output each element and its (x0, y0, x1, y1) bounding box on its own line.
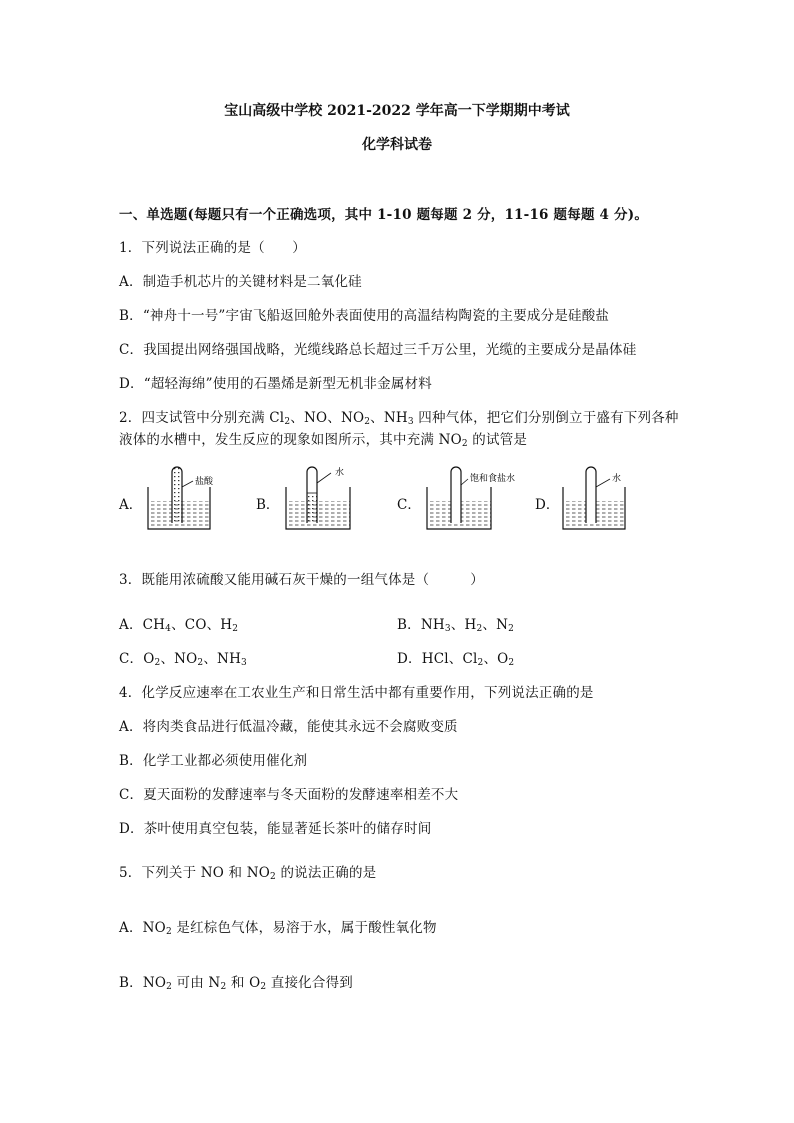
q3-option-c: C．$O_2$、$NO_2$、$NH_3$ (119, 651, 247, 668)
q2-stem-line2: 液体的水槽中，发生反应的现象如图所示，其中充满 $NO_2$ 的试管是 (119, 432, 528, 449)
q3-option-b: B．$NH_3$、$H_2$、$N_2$ (397, 617, 515, 634)
q3-option-a: A．$CH_4$、CO、$H_2$ (119, 617, 239, 634)
q4-option-d: D．茶叶使用真空包装，能显著延长茶叶的储存时间 (119, 821, 432, 837)
q5-stem: 5．下列关于 NO 和 $NO_2$ 的说法正确的是 (119, 865, 377, 882)
q5-option-b: B．$NO_2$ 可由 $N_2$ 和 $O_2$ 直接化合得到 (119, 975, 353, 992)
q2-figure-a-label: A． (119, 497, 143, 513)
q1-option-b: B．“神舟十一号”宇宙飞船返回舱外表面使用的高温结构陶瓷的主要成分是硅酸盐 (119, 308, 610, 324)
q4-option-a: A．将肉类食品进行低温冷藏，能使其永远不会腐败变质 (119, 719, 458, 735)
q2-figure-a (145, 463, 235, 533)
exam-title: 宝山高级中学校 2021-2022 学年高一下学期期中考试 (224, 103, 570, 119)
q2-figure-c-liquid: 饱和食盐水 (470, 474, 516, 484)
q1-stem: 1．下列说法正确的是（ ） (119, 240, 306, 256)
q2-figure-b (283, 463, 363, 533)
q2-figure-c-label: C． (397, 497, 421, 513)
q2-figure-a-liquid: 盐酸 (195, 477, 214, 487)
q2-figure-d (560, 463, 640, 533)
q2-figure-b-liquid: 水 (335, 468, 345, 478)
q2-stem: 2．四支试管中分别充满 $Cl_2$、NO、$NO_2$、$NH_3$ 四种气体，把它们分别倒立于盛有下列各种 (119, 410, 679, 427)
section-heading: 一、单选题(每题只有一个正确选项，其中 1-10 题每题 2 分，11-16 题每题 4 分)。 (119, 207, 649, 223)
q2-figure-c (424, 463, 524, 533)
q2-figure-d-label: D． (535, 497, 560, 513)
q5-option-a: A．$NO_2$ 是红棕色气体，易溶于水，属于酸性氧化物 (119, 920, 437, 937)
q1-option-a: A．制造手机芯片的关键材料是二氧化硅 (119, 274, 362, 290)
q1-option-c: C．我国提出网络强国战略，光缆线路总长超过三千万公里，光缆的主要成分是晶体硅 (119, 342, 637, 358)
q4-stem: 4．化学反应速率在工农业生产和日常生活中都有重要作用，下列说法正确的是 (119, 685, 594, 701)
q4-option-c: C．夏天面粉的发酵速率与冬天面粉的发酵速率相差不大 (119, 787, 459, 803)
q3-stem: 3．既能用浓硫酸又能用碱石灰干燥的一组气体是（ ） (119, 572, 484, 588)
q1-option-d: D．“超轻海绵”使用的石墨烯是新型无机非金属材料 (119, 376, 432, 392)
q2-figure-b-label: B． (256, 497, 280, 513)
q4-option-b: B．化学工业都必须使用催化剂 (119, 753, 308, 769)
exam-subtitle: 化学科试卷 (362, 137, 432, 153)
q2-figure-d-liquid: 水 (612, 474, 622, 484)
q3-option-d: D．HCl、$Cl_2$、$O_2$ (397, 651, 515, 668)
